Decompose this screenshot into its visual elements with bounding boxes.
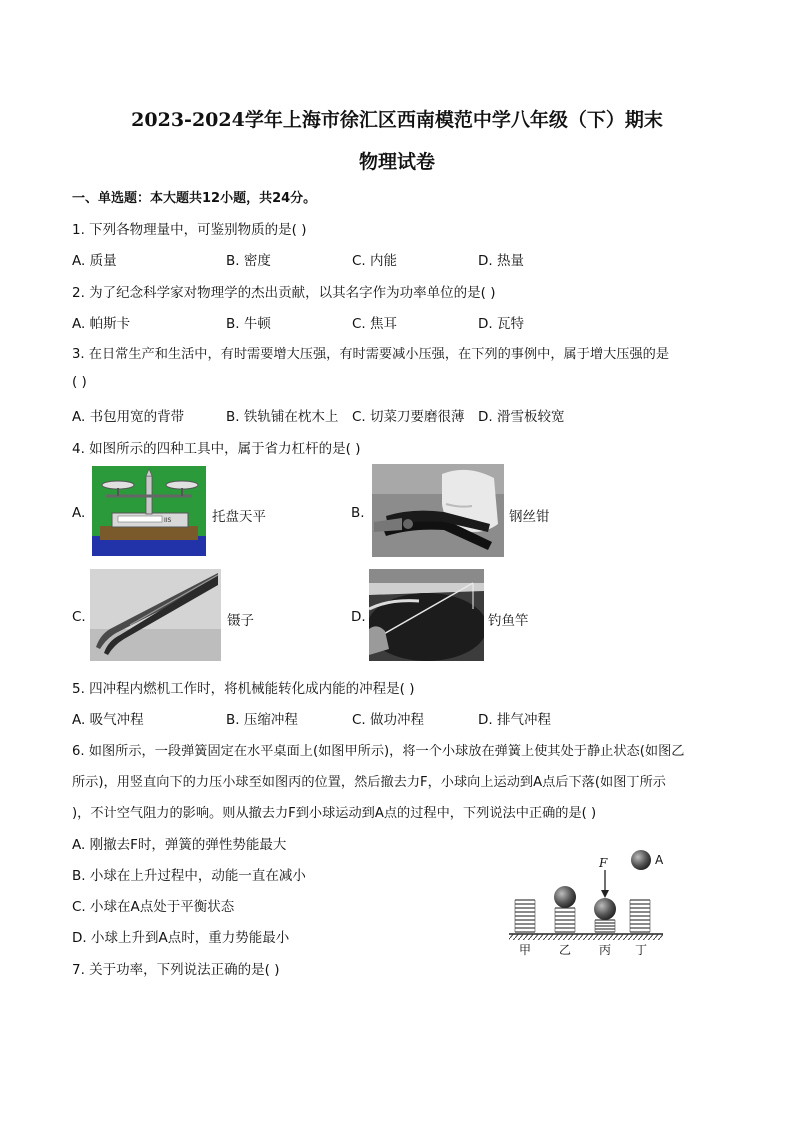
question-4-stem: 4. 如图所示的四种工具中，属于省力杠杆的是( ) [72, 441, 361, 457]
question-3-stem-line2: ( ) [72, 374, 87, 390]
question-7-stem: 7. 关于功率，下列说法正确的是( ) [72, 962, 280, 978]
question-1-option-c: C. 内能 [352, 253, 398, 269]
spring-ball-figure [505, 848, 670, 960]
question-2-option-b: B. 牛顿 [226, 316, 271, 332]
question-4-option-d-letter: D. [351, 609, 366, 625]
question-2-option-a: A. 帕斯卡 [72, 316, 131, 332]
question-6-stem-line3: )，不计空气阻力的影响。则从撤去力F到小球运动到A点的过程中，下列说法中正确的是( ) [72, 806, 597, 821]
question-6-stem-line1: 6. 如图所示，一段弹簧固定在水平桌面上(如图甲所示)，将一个小球放在弹簧上使其处于静止状态(如图乙 [72, 744, 685, 759]
question-4-option-b-label: 钢丝钳 [509, 509, 550, 525]
point-a-label: A [655, 853, 664, 867]
question-3-stem-line1: 3. 在日常生产和生活中，有时需要增大压强，有时需要减小压强，在下列的事例中，属于增大压强的是 [72, 347, 670, 362]
question-4-option-d-label: 钓鱼竿 [488, 613, 529, 629]
panel-label-yi: 乙 [559, 943, 572, 957]
force-label: F [599, 856, 608, 870]
question-5-option-d: D. 排气冲程 [478, 712, 551, 728]
question-5-option-b: B. 压缩冲程 [226, 712, 298, 728]
balance-scale-image [92, 466, 206, 556]
question-3-option-d: D. 滑雪板较宽 [478, 409, 565, 425]
question-2-stem: 2. 为了纪念科学家对物理学的杰出贡献，以其名字作为功率单位的是( ) [72, 285, 496, 301]
panel-label-jia: 甲 [519, 943, 532, 957]
question-6-option-c: C. 小球在A点处于平衡状态 [72, 899, 235, 915]
question-5-stem: 5. 四冲程内燃机工作时，将机械能转化成内能的冲程是( ) [72, 681, 415, 697]
question-6-option-b: B. 小球在上升过程中，动能一直在减小 [72, 868, 306, 884]
question-3-option-c: C. 切菜刀要磨很薄 [352, 409, 465, 425]
balance-scale-display: IIS [164, 517, 172, 524]
question-3-option-a: A. 书包用宽的背带 [72, 409, 185, 425]
question-6-stem-line2: 所示)，用竖直向下的力压小球至如图丙的位置，然后撤去力F，小球向上运动到A点后下落(如图丁所示 [72, 775, 666, 790]
question-2-option-d: D. 瓦特 [478, 316, 524, 332]
question-5-option-a: A. 吸气冲程 [72, 712, 144, 728]
question-6-option-a: A. 刚撤去F时，弹簧的弹性势能最大 [72, 837, 287, 853]
question-1-option-a: A. 质量 [72, 253, 117, 269]
fishing-rod-image [369, 569, 484, 661]
panel-label-bing: 丙 [599, 943, 612, 957]
question-4-option-a-label: 托盘天平 [212, 509, 266, 525]
question-4-option-c-label: 镊子 [227, 613, 254, 629]
document-subtitle: 物理试卷 [358, 151, 435, 173]
question-5-option-c: C. 做功冲程 [352, 712, 425, 728]
pliers-image [372, 464, 504, 557]
question-2-option-c: C. 焦耳 [352, 316, 398, 332]
question-4-option-a-letter: A. [72, 505, 86, 521]
panel-label-ding: 丁 [635, 943, 648, 957]
question-4-option-b-letter: B. [351, 505, 365, 521]
question-6-option-d: D. 小球上升到A点时，重力势能最小 [72, 930, 290, 946]
document-title: 2023-2024学年上海市徐汇区西南模范中学八年级（下）期末 [131, 109, 663, 131]
question-3-option-b: B. 铁轨铺在枕木上 [226, 409, 339, 425]
question-1-option-d: D. 热量 [478, 253, 524, 269]
tweezers-image [90, 569, 221, 661]
question-1-option-b: B. 密度 [226, 253, 271, 269]
section-header: 一、单选题：本大题共12小题，共24分。 [72, 191, 317, 206]
question-1-stem: 1. 下列各物理量中，可鉴别物质的是( ) [72, 222, 307, 238]
question-4-option-c-letter: C. [72, 609, 86, 625]
